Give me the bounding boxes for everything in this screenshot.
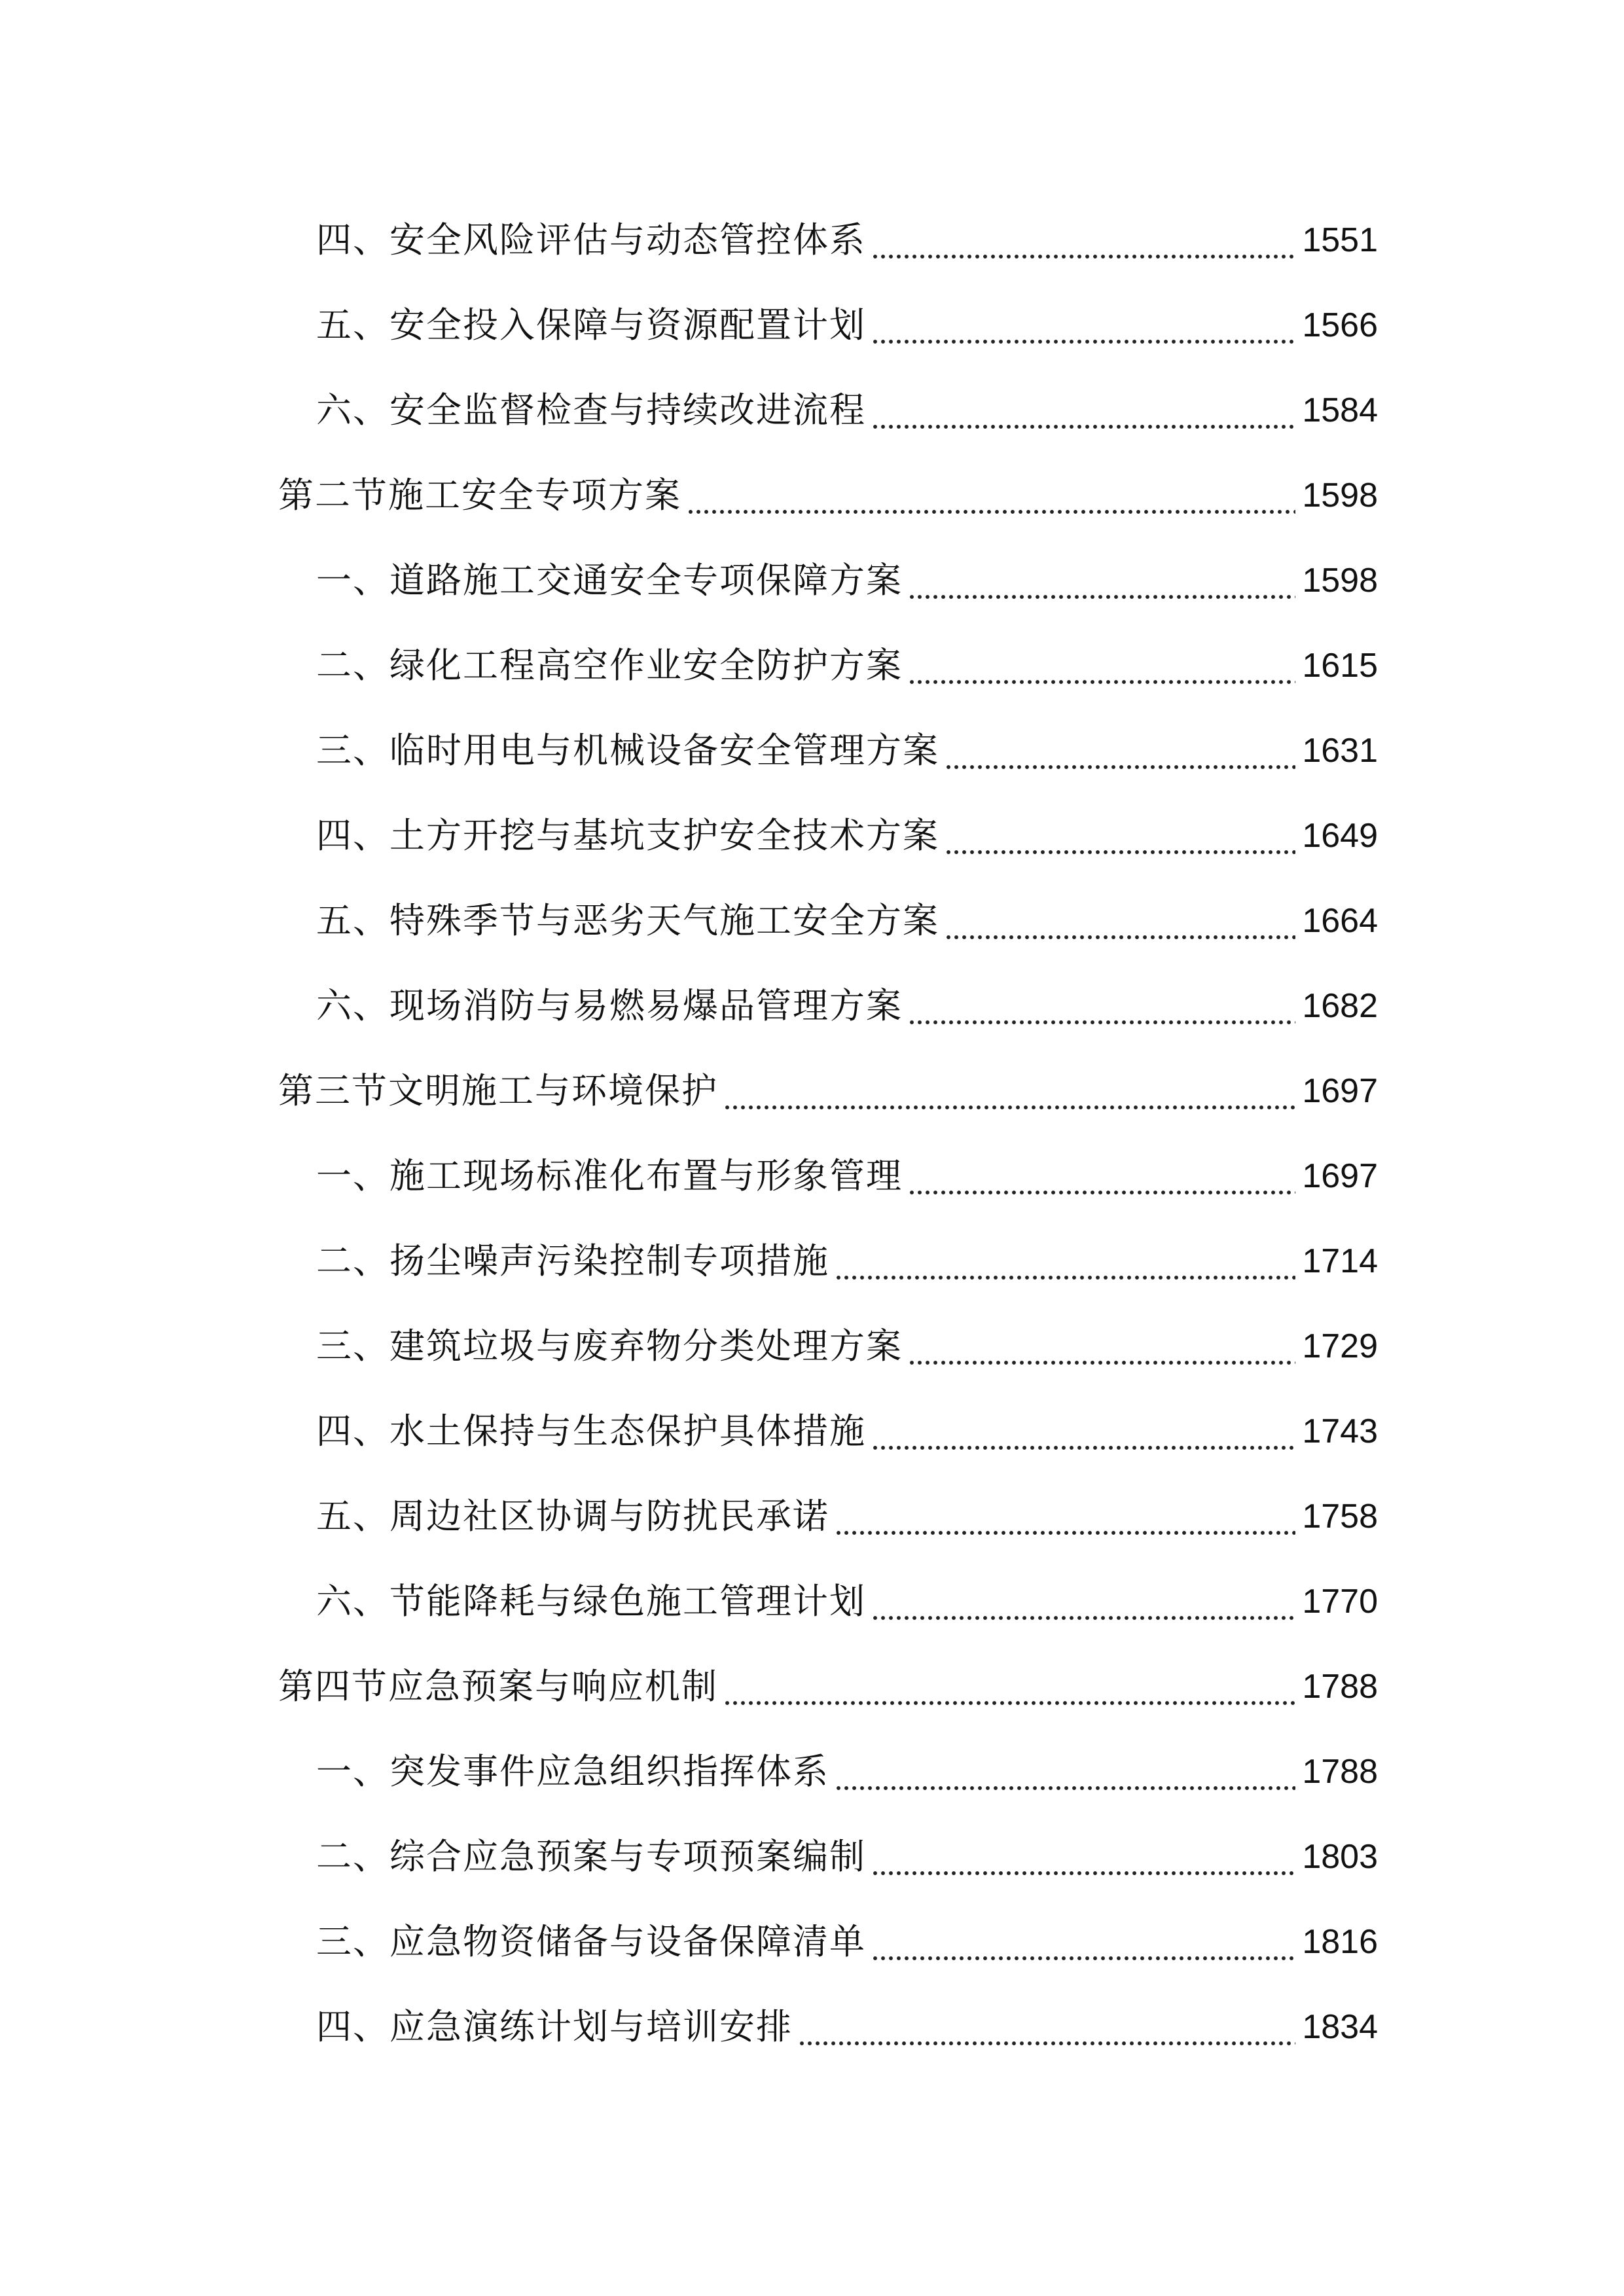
toc-entry[interactable] [278,1736,1378,1808]
dot-leader [945,800,1295,872]
toc-entry[interactable] [278,970,1378,1042]
toc-entry-page-number: 1697 [1302,1157,1378,1195]
toc-entry-title: 二、综合应急预案与专项预案编制 [316,1836,866,1877]
toc-entry[interactable] [278,545,1378,617]
toc-entry-title: 三、临时用电与机械设备安全管理方案 [316,730,939,771]
toc-entry-title: 四、水土保持与生态保护具体措施 [316,1410,866,1452]
toc-entry-page-number: 1714 [1302,1242,1378,1280]
toc-entry[interactable] [278,204,1378,276]
dot-leader [835,1225,1295,1297]
dot-leader [945,885,1295,957]
toc-entry-page-number: 1834 [1302,2008,1378,2046]
dot-leader [945,715,1295,787]
dot-leader [835,1480,1295,1552]
toc-entry[interactable] [278,800,1378,872]
toc-section-entry[interactable] [278,1651,1378,1723]
toc-entry-page-number: 1803 [1302,1838,1378,1876]
toc-entry-title: 四、安全风险评估与动态管控体系 [316,219,866,260]
toc-entry-page-number: 1758 [1302,1498,1378,1535]
toc-entry-title: 三、建筑垃圾与废弃物分类处理方案 [316,1325,903,1367]
dot-leader [723,1055,1295,1127]
toc-entry-page-number: 1743 [1302,1412,1378,1450]
toc-entry-page-number: 1615 [1302,647,1378,685]
toc-entry[interactable] [278,1480,1378,1552]
dot-leader [687,459,1295,531]
toc-entry-page-number: 1598 [1302,476,1378,514]
toc-entry-page-number: 1788 [1302,1753,1378,1791]
dot-leader [908,630,1295,702]
toc-entry-title: 二、扬尘噪声污染控制专项措施 [316,1240,829,1282]
toc-entry[interactable] [278,1395,1378,1467]
toc-entry-page-number: 1770 [1302,1583,1378,1621]
toc-entry[interactable] [278,885,1378,957]
toc-entry-page-number: 1664 [1302,902,1378,940]
toc-entry-title: 五、特殊季节与恶劣天气施工安全方案 [316,900,939,941]
dot-leader [871,1395,1295,1467]
toc-entry-title: 六、安全监督检查与持续改进流程 [316,389,866,431]
toc-entry-page-number: 1584 [1302,391,1378,429]
toc-entry[interactable] [278,374,1378,446]
toc-entry-title: 三、应急物资储备与设备保障清单 [316,1921,866,1962]
toc-entry[interactable] [278,289,1378,361]
toc-entry-page-number: 1816 [1302,1923,1378,1961]
toc-entry-page-number: 1788 [1302,1668,1378,1706]
toc-entry-title: 六、节能降耗与绿色施工管理计划 [316,1581,866,1622]
dot-leader [871,289,1295,361]
toc-entry[interactable] [278,1906,1378,1978]
dot-leader [871,204,1295,276]
toc-entry-title: 一、施工现场标准化布置与形象管理 [316,1155,903,1196]
toc-entry-page-number: 1598 [1302,562,1378,600]
toc-entry[interactable] [278,1991,1378,2063]
toc-entry-title: 五、周边社区协调与防扰民承诺 [316,1496,829,1537]
toc-entry-title: 第三节文明施工与环境保护 [278,1070,718,1111]
dot-leader [908,545,1295,617]
toc-entry[interactable] [278,1821,1378,1893]
dot-leader [871,1906,1295,1978]
toc-entry-page-number: 1631 [1302,732,1378,770]
dot-leader [871,1821,1295,1893]
toc-entry[interactable] [278,1566,1378,1638]
toc-entry-title: 第二节施工安全专项方案 [278,475,681,516]
dot-leader [908,1140,1295,1212]
toc-entry-page-number: 1566 [1302,306,1378,344]
toc-entry-title: 四、土方开挖与基坑支护安全技术方案 [316,815,939,856]
toc-entry-page-number: 1649 [1302,817,1378,855]
toc-entry[interactable] [278,715,1378,787]
toc-entry-title: 五、安全投入保障与资源配置计划 [316,304,866,346]
toc-entry-page-number: 1697 [1302,1072,1378,1110]
toc-entry[interactable] [278,1140,1378,1212]
toc-entry-page-number: 1729 [1302,1327,1378,1365]
toc-entry-title: 六、现场消防与易燃易爆品管理方案 [316,985,903,1026]
dot-leader [908,1310,1295,1382]
toc-entry-title: 一、道路施工交通安全专项保障方案 [316,560,903,601]
dot-leader [798,1991,1295,2063]
dot-leader [723,1651,1295,1723]
dot-leader [871,374,1295,446]
toc-entry[interactable] [278,1225,1378,1297]
toc-entry-title: 一、突发事件应急组织指挥体系 [316,1751,829,1792]
dot-leader [835,1736,1295,1808]
toc-entry-title: 四、应急演练计划与培训安排 [316,2006,793,2047]
toc-section-entry[interactable] [278,459,1378,531]
toc-entry-title: 二、绿化工程高空作业安全防护方案 [316,645,903,686]
dot-leader [871,1566,1295,1638]
toc-entry-title: 第四节应急预案与响应机制 [278,1666,718,1707]
toc-section-entry[interactable] [278,1055,1378,1127]
toc-entry[interactable] [278,630,1378,702]
toc-entry-page-number: 1551 [1302,221,1378,259]
dot-leader [908,970,1295,1042]
toc-entry-page-number: 1682 [1302,987,1378,1025]
toc-entry[interactable] [278,1310,1378,1382]
